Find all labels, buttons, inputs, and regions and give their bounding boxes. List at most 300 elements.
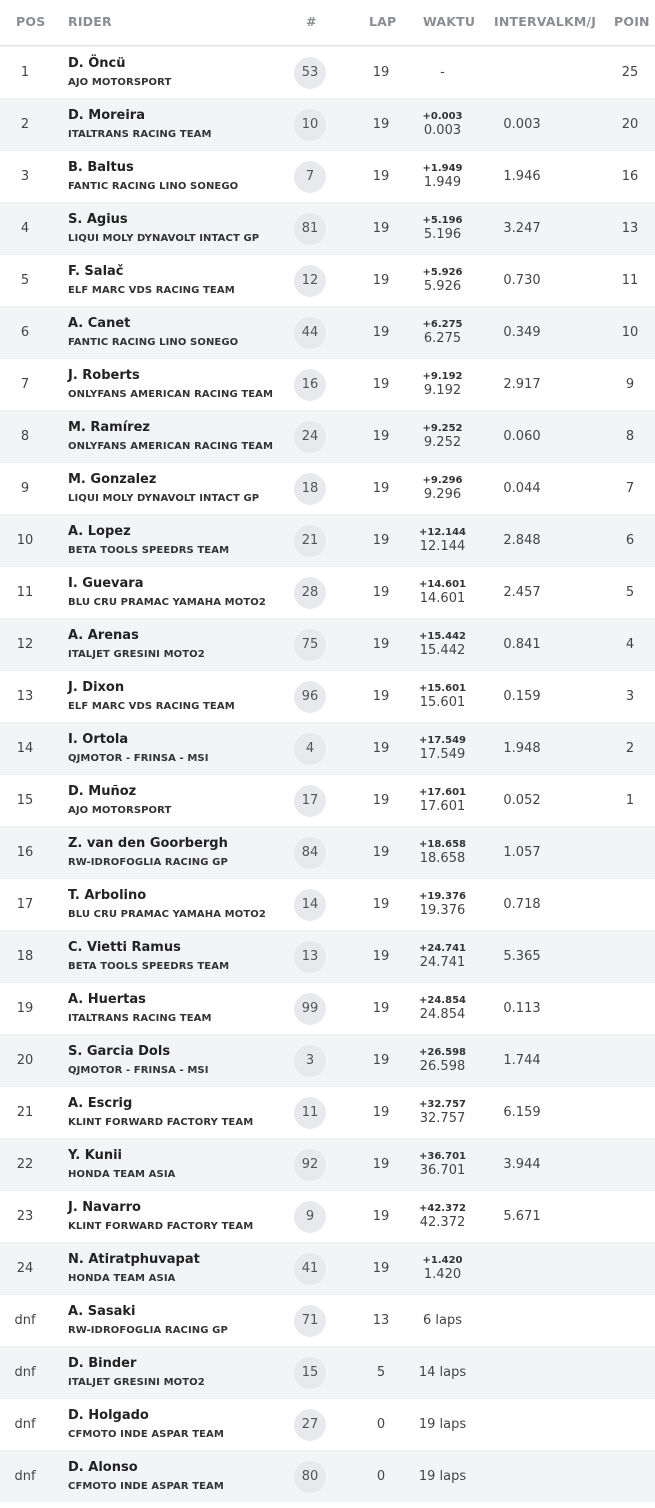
- points: 3: [625, 689, 635, 704]
- table-row[interactable]: [0, 670, 655, 722]
- gap-to-leader: +15.442: [419, 631, 466, 642]
- table-header: [0, 0, 655, 46]
- gap-to-leader: +32.757: [419, 1099, 466, 1110]
- race-time: [405, 1099, 480, 1127]
- rider-number-badge: [294, 785, 326, 817]
- race-time: [405, 787, 480, 815]
- header-lap[interactable]: LAP: [369, 14, 397, 29]
- race-time: [405, 891, 480, 919]
- interval: 0.044: [503, 481, 541, 496]
- gap-to-leader: +0.003: [422, 111, 463, 122]
- interval: 6.159: [503, 1105, 541, 1120]
- race-time: [405, 1151, 480, 1179]
- interval: 2.457: [503, 585, 541, 600]
- time-value: 14.601: [419, 591, 466, 606]
- rider-name[interactable]: J. Navarro: [68, 1200, 141, 1215]
- team-name: ELF MARC VDS RACING TEAM: [68, 701, 235, 712]
- laps: 19: [372, 1053, 390, 1068]
- table-row[interactable]: [0, 410, 655, 462]
- race-time: [405, 1417, 480, 1433]
- team-name: FANTIC RACING LINO SONEGO: [68, 181, 239, 192]
- rider-number-badge: [294, 1149, 326, 1181]
- rider-name[interactable]: Y. Kunii: [68, 1148, 122, 1163]
- laps: 19: [372, 273, 390, 288]
- position: 4: [20, 221, 30, 236]
- rider-number: 11: [301, 1105, 319, 1120]
- rider-number-badge: [294, 1045, 326, 1077]
- header-time[interactable]: WAKTU: [423, 14, 476, 29]
- header-points[interactable]: POIN: [614, 14, 650, 29]
- rider-number-badge: [294, 109, 326, 141]
- rider-number: 4: [305, 741, 315, 756]
- race-time: [405, 735, 480, 763]
- time-value: 19 laps: [418, 1417, 467, 1432]
- gap-to-leader: +36.701: [419, 1151, 466, 1162]
- laps: 19: [372, 793, 390, 808]
- rider-name[interactable]: I. Ortola: [68, 732, 129, 747]
- gap-to-leader: +42.372: [419, 1203, 466, 1214]
- rider-number: 84: [301, 845, 319, 860]
- rider-name[interactable]: J. Dixon: [68, 680, 125, 695]
- rider-number-badge: [294, 1357, 326, 1389]
- race-time: [405, 1313, 480, 1329]
- table-row[interactable]: [0, 202, 655, 254]
- race-time: [405, 683, 480, 711]
- table-row[interactable]: [0, 306, 655, 358]
- race-time: [405, 65, 480, 81]
- points: 7: [625, 481, 635, 496]
- rider-number: 10: [301, 117, 319, 132]
- team-name: CFMOTO INDE ASPAR TEAM: [68, 1429, 224, 1440]
- rider-number-badge: [294, 993, 326, 1025]
- interval: 2.917: [503, 377, 541, 392]
- table-row[interactable]: [0, 1242, 655, 1294]
- team-name: KLINT FORWARD FACTORY TEAM: [68, 1221, 254, 1232]
- time-value: 14 laps: [418, 1365, 467, 1380]
- rider-name[interactable]: A. Canet: [68, 316, 131, 331]
- gap-to-leader: +6.275: [422, 319, 463, 330]
- position: 24: [16, 1261, 34, 1276]
- position: 14: [16, 741, 34, 756]
- header-interval[interactable]: INTERVAL: [494, 14, 564, 29]
- time-value: 9.296: [423, 487, 462, 502]
- laps: 13: [372, 1313, 390, 1328]
- rider-number: 75: [301, 637, 319, 652]
- gap-to-leader: +18.658: [419, 839, 466, 850]
- rider-number: 9: [305, 1209, 315, 1224]
- team-name: RW-IDROFOGLIA RACING GP: [68, 1325, 228, 1336]
- team-name: QJMOTOR - FRINSA - MSI: [68, 1065, 209, 1076]
- position: 19: [16, 1001, 34, 1016]
- points: 25: [621, 65, 639, 80]
- laps: 19: [372, 1001, 390, 1016]
- time-value: 1.949: [423, 175, 462, 190]
- team-name: RW-IDROFOGLIA RACING GP: [68, 857, 228, 868]
- position: 10: [16, 533, 34, 548]
- team-name: BLU CRU PRAMAC YAMAHA MOTO2: [68, 597, 266, 608]
- points: 11: [621, 273, 639, 288]
- interval: 0.052: [503, 793, 541, 808]
- rider-number-badge: [294, 889, 326, 921]
- team-name: LIQUI MOLY DYNAVOLT INTACT GP: [68, 493, 260, 504]
- rider-number-badge: [294, 1201, 326, 1233]
- table-row[interactable]: [0, 1398, 655, 1450]
- time-value: -: [440, 65, 445, 80]
- table-row[interactable]: [0, 1450, 655, 1502]
- team-name: ONLYFANS AMERICAN RACING TEAM: [68, 441, 274, 452]
- interval: 0.349: [503, 325, 541, 340]
- gap-to-leader: +17.549: [419, 735, 466, 746]
- position: dnf: [14, 1313, 36, 1328]
- rider-name[interactable]: I. Guevara: [68, 576, 144, 591]
- time-value: 26.598: [419, 1059, 466, 1074]
- race-time: [405, 631, 480, 659]
- position: 17: [16, 897, 34, 912]
- gap-to-leader: +14.601: [419, 579, 466, 590]
- interval: 5.671: [503, 1209, 541, 1224]
- rider-number-badge: [294, 317, 326, 349]
- rider-number: 81: [301, 221, 319, 236]
- team-name: ELF MARC VDS RACING TEAM: [68, 285, 235, 296]
- time-value: 1.420: [423, 1267, 462, 1282]
- race-time: [405, 527, 480, 555]
- table-row[interactable]: [0, 774, 655, 826]
- position: dnf: [14, 1469, 36, 1484]
- position: 12: [16, 637, 34, 652]
- position: 11: [16, 585, 34, 600]
- rider-number-badge: [294, 473, 326, 505]
- points: 8: [625, 429, 635, 444]
- time-value: 42.372: [419, 1215, 466, 1230]
- race-time: [405, 1365, 480, 1381]
- laps: 19: [372, 533, 390, 548]
- race-time: [405, 943, 480, 971]
- table-row[interactable]: [0, 1346, 655, 1398]
- table-row[interactable]: [0, 826, 655, 878]
- gap-to-leader: +24.741: [419, 943, 466, 954]
- gap-to-leader: +9.192: [422, 371, 463, 382]
- team-name: QJMOTOR - FRINSA - MSI: [68, 753, 209, 764]
- rider-number-badge: [294, 421, 326, 453]
- rider-number: 28: [301, 585, 319, 600]
- team-name: AJO MOTORSPORT: [68, 77, 172, 88]
- laps: 19: [372, 949, 390, 964]
- rider-number: 16: [301, 377, 319, 392]
- team-name: HONDA TEAM ASIA: [68, 1273, 176, 1284]
- race-time: [405, 267, 480, 295]
- rider-number-badge: [294, 213, 326, 245]
- points: 2: [625, 741, 635, 756]
- rider-number: 99: [301, 1001, 319, 1016]
- team-name: FANTIC RACING LINO SONEGO: [68, 337, 239, 348]
- team-name: LIQUI MOLY DYNAVOLT INTACT GP: [68, 233, 260, 244]
- points: 6: [625, 533, 635, 548]
- rider-name[interactable]: M. Ramírez: [68, 420, 150, 435]
- rider-name[interactable]: D. Moreira: [68, 108, 145, 123]
- laps: 19: [372, 117, 390, 132]
- rider-number: 80: [301, 1469, 319, 1484]
- interval: 3.944: [503, 1157, 541, 1172]
- table-row[interactable]: [0, 566, 655, 618]
- rider-name[interactable]: A. Escrig: [68, 1096, 133, 1111]
- points: 10: [621, 325, 639, 340]
- table-row[interactable]: [0, 1294, 655, 1346]
- table-row[interactable]: [0, 1034, 655, 1086]
- rider-name[interactable]: D. Muñoz: [68, 784, 137, 799]
- rider-name[interactable]: S. Agius: [68, 212, 128, 227]
- rider-number-badge: [294, 941, 326, 973]
- rider-number: 92: [301, 1157, 319, 1172]
- rider-number-badge: [294, 733, 326, 765]
- team-name: ITALTRANS RACING TEAM: [68, 129, 212, 140]
- rider-name[interactable]: D. Alonso: [68, 1460, 138, 1475]
- table-row[interactable]: [0, 930, 655, 982]
- position: 13: [16, 689, 34, 704]
- laps: 19: [372, 585, 390, 600]
- laps: 19: [372, 689, 390, 704]
- interval: 1.948: [503, 741, 541, 756]
- rider-name[interactable]: D. Öncü: [68, 56, 126, 71]
- position: dnf: [14, 1365, 36, 1380]
- rider-number: 44: [301, 325, 319, 340]
- interval: 3.247: [503, 221, 541, 236]
- table-row[interactable]: [0, 1138, 655, 1190]
- time-value: 17.549: [419, 747, 466, 762]
- laps: 19: [372, 897, 390, 912]
- laps: 19: [372, 377, 390, 392]
- gap-to-leader: +9.252: [422, 423, 463, 434]
- rider-name[interactable]: S. Garcia Dols: [68, 1044, 171, 1059]
- laps: 19: [372, 1157, 390, 1172]
- rider-number-badge: [294, 265, 326, 297]
- table-row[interactable]: [0, 150, 655, 202]
- rider-number-badge: [294, 1461, 326, 1493]
- team-name: BETA TOOLS SPEEDRS TEAM: [68, 545, 230, 556]
- gap-to-leader: +26.598: [419, 1047, 466, 1058]
- time-value: 12.144: [419, 539, 466, 554]
- rider-name[interactable]: M. Gonzalez: [68, 472, 157, 487]
- rider-number: 3: [305, 1053, 315, 1068]
- position: 22: [16, 1157, 34, 1172]
- rider-number: 15: [301, 1365, 319, 1380]
- race-time: [405, 163, 480, 191]
- time-value: 19.376: [419, 903, 466, 918]
- position: 16: [16, 845, 34, 860]
- race-time: [405, 579, 480, 607]
- points: 16: [621, 169, 639, 184]
- team-name: KLINT FORWARD FACTORY TEAM: [68, 1117, 254, 1128]
- rider-number-badge: [294, 577, 326, 609]
- position: 3: [20, 169, 30, 184]
- rider-number: 7: [305, 169, 315, 184]
- laps: 19: [372, 741, 390, 756]
- time-value: 24.854: [419, 1007, 466, 1022]
- rider-name[interactable]: A. Sasaki: [68, 1304, 136, 1319]
- rider-name[interactable]: A. Huertas: [68, 992, 146, 1007]
- race-time: [405, 371, 480, 399]
- race-time: [405, 215, 480, 243]
- laps: 19: [372, 65, 390, 80]
- rider-number: 17: [301, 793, 319, 808]
- table-row[interactable]: [0, 722, 655, 774]
- rider-number: 24: [301, 429, 319, 444]
- gap-to-leader: +1.420: [422, 1255, 463, 1266]
- rider-number: 21: [301, 533, 319, 548]
- team-name: AJO MOTORSPORT: [68, 805, 172, 816]
- gap-to-leader: +19.376: [419, 891, 466, 902]
- time-value: 9.252: [423, 435, 462, 450]
- team-name: HONDA TEAM ASIA: [68, 1169, 176, 1180]
- team-name: ONLYFANS AMERICAN RACING TEAM: [68, 389, 274, 400]
- rider-name[interactable]: Z. van den Goorbergh: [68, 836, 228, 851]
- interval: 0.003: [503, 117, 541, 132]
- rider-name[interactable]: A. Arenas: [68, 628, 139, 643]
- table-row[interactable]: [0, 1190, 655, 1242]
- gap-to-leader: +9.296: [422, 475, 463, 486]
- time-value: 15.601: [419, 695, 466, 710]
- laps: 19: [372, 845, 390, 860]
- points: 13: [621, 221, 639, 236]
- time-value: 6.275: [423, 331, 462, 346]
- rider-number: 96: [301, 689, 319, 704]
- time-value: 9.192: [423, 383, 462, 398]
- laps: 19: [372, 429, 390, 444]
- table-row[interactable]: [0, 358, 655, 410]
- laps: 19: [372, 1209, 390, 1224]
- rider-name[interactable]: B. Baltus: [68, 160, 134, 175]
- position: dnf: [14, 1417, 36, 1432]
- rider-name[interactable]: N. Atiratphuvapat: [68, 1252, 200, 1267]
- header-speed[interactable]: KM/J: [564, 14, 597, 29]
- team-name: ITALTRANS RACING TEAM: [68, 1013, 212, 1024]
- rider-name[interactable]: J. Roberts: [68, 368, 140, 383]
- table-body: [0, 46, 655, 1502]
- table-row[interactable]: [0, 462, 655, 514]
- gap-to-leader: +5.196: [422, 215, 463, 226]
- gap-to-leader: +24.854: [419, 995, 466, 1006]
- race-time: [405, 423, 480, 451]
- race-time: [405, 839, 480, 867]
- rider-number-badge: [294, 681, 326, 713]
- interval: 0.060: [503, 429, 541, 444]
- rider-name[interactable]: A. Lopez: [68, 524, 131, 539]
- race-time: [405, 111, 480, 139]
- rider-name[interactable]: D. Holgado: [68, 1408, 149, 1423]
- table-row[interactable]: [0, 878, 655, 930]
- time-value: 18.658: [419, 851, 466, 866]
- points: 20: [621, 117, 639, 132]
- time-value: 24.741: [419, 955, 466, 970]
- rider-number-badge: [294, 369, 326, 401]
- header-number[interactable]: #: [306, 14, 317, 29]
- team-name: BETA TOOLS SPEEDRS TEAM: [68, 961, 230, 972]
- table-row[interactable]: [0, 982, 655, 1034]
- rider-number: 14: [301, 897, 319, 912]
- interval: 1.057: [503, 845, 541, 860]
- rider-number: 41: [301, 1261, 319, 1276]
- laps: 19: [372, 481, 390, 496]
- team-name: ITALJET GRESINI MOTO2: [68, 1377, 205, 1388]
- header-pos[interactable]: POS: [16, 14, 46, 29]
- race-time: [405, 475, 480, 503]
- position: 9: [20, 481, 30, 496]
- laps: 19: [372, 637, 390, 652]
- table-row[interactable]: [0, 254, 655, 306]
- team-name: ITALJET GRESINI MOTO2: [68, 649, 205, 660]
- rider-number-badge: [294, 1305, 326, 1337]
- time-value: 19 laps: [418, 1469, 467, 1484]
- interval: 1.946: [503, 169, 541, 184]
- table-row[interactable]: [0, 514, 655, 566]
- rider-name[interactable]: T. Arbolino: [68, 888, 147, 903]
- time-value: 32.757: [419, 1111, 466, 1126]
- rider-name[interactable]: F. Salač: [68, 264, 124, 279]
- gap-to-leader: +17.601: [419, 787, 466, 798]
- table-row[interactable]: [0, 98, 655, 150]
- points: 9: [625, 377, 635, 392]
- interval: 0.159: [503, 689, 541, 704]
- laps: 5: [376, 1365, 386, 1380]
- laps: 19: [372, 221, 390, 236]
- laps: 0: [376, 1417, 386, 1432]
- position: 2: [20, 117, 30, 132]
- laps: 19: [372, 169, 390, 184]
- time-value: 0.003: [423, 123, 462, 138]
- rider-number-badge: [294, 837, 326, 869]
- team-name: CFMOTO INDE ASPAR TEAM: [68, 1481, 224, 1492]
- team-name: BLU CRU PRAMAC YAMAHA MOTO2: [68, 909, 266, 920]
- table-row[interactable]: [0, 46, 655, 98]
- time-value: 17.601: [419, 799, 466, 814]
- interval: 0.718: [503, 897, 541, 912]
- race-time: [405, 1203, 480, 1231]
- rider-name[interactable]: C. Vietti Ramus: [68, 940, 181, 955]
- position: 7: [20, 377, 30, 392]
- interval: 1.744: [503, 1053, 541, 1068]
- interval: 0.841: [503, 637, 541, 652]
- laps: 0: [376, 1469, 386, 1484]
- rider-number: 18: [301, 481, 319, 496]
- rider-name[interactable]: D. Binder: [68, 1356, 137, 1371]
- table-row[interactable]: [0, 618, 655, 670]
- rider-number: 27: [301, 1417, 319, 1432]
- position: 15: [16, 793, 34, 808]
- rider-number-badge: [294, 629, 326, 661]
- rider-number: 12: [301, 273, 319, 288]
- gap-to-leader: +1.949: [422, 163, 463, 174]
- rider-number-badge: [294, 161, 326, 193]
- race-time: [405, 995, 480, 1023]
- laps: 19: [372, 325, 390, 340]
- position: 6: [20, 325, 30, 340]
- position: 20: [16, 1053, 34, 1068]
- table-row[interactable]: [0, 1086, 655, 1138]
- interval: 5.365: [503, 949, 541, 964]
- rider-number-badge: [294, 1253, 326, 1285]
- rider-number-badge: [294, 1409, 326, 1441]
- race-time: [405, 319, 480, 347]
- gap-to-leader: +12.144: [419, 527, 466, 538]
- rider-number-badge: [294, 57, 326, 89]
- points: 1: [625, 793, 635, 808]
- rider-number-badge: [294, 525, 326, 557]
- race-time: [405, 1255, 480, 1283]
- points: 5: [625, 585, 635, 600]
- header-rider[interactable]: RIDER: [68, 14, 112, 29]
- gap-to-leader: +15.601: [419, 683, 466, 694]
- rider-number-badge: [294, 1097, 326, 1129]
- time-value: 36.701: [419, 1163, 466, 1178]
